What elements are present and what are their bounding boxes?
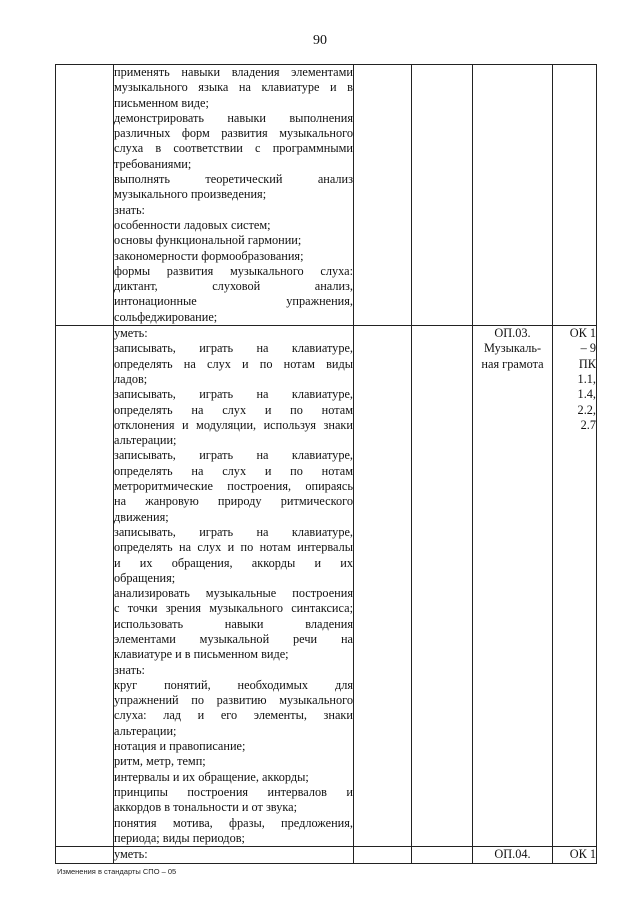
- skills-line: аккордов в тональности и от звука;: [114, 800, 297, 815]
- skills-line: основы функциональной гармонии;: [114, 233, 302, 248]
- skills-line: знать:: [114, 202, 145, 217]
- skills-line: диктант, слуховой анализ,: [114, 279, 353, 294]
- skills-line: использовать навыки владения: [114, 616, 353, 631]
- skills-line: формы развития музыкального слуха:: [114, 263, 353, 278]
- skills-line: метроритмические построения, опираясь: [114, 479, 353, 494]
- skills-line: уметь:: [114, 326, 148, 341]
- skills-line: требованиями;: [114, 156, 192, 171]
- skills-line: слуха в соответствии с программными: [114, 141, 353, 156]
- skills-line: принципы построения интервалов и: [114, 784, 353, 799]
- page-number: 90: [313, 33, 327, 48]
- skills-line: понятия мотива, фразы, предложения,: [114, 815, 353, 830]
- discipline-code-cell: [473, 65, 553, 326]
- skills-line: интонационные упражнения,: [114, 294, 353, 309]
- competency-table: [55, 64, 597, 864]
- competency-line: ОК 1: [569, 847, 596, 862]
- skills-line: обращения;: [114, 570, 176, 585]
- discipline-code-line: ОП.03.: [494, 326, 531, 341]
- skills-line: записывать, играть на клавиатуре,: [114, 341, 353, 356]
- competencies-cell: [553, 326, 597, 847]
- hours-required-cell: [412, 326, 473, 847]
- skills-line: особенности ладовых систем;: [114, 217, 271, 232]
- competency-line: – 9: [580, 341, 596, 356]
- skills-line: на жанровую природу ритмического: [114, 494, 353, 509]
- table-row: [56, 326, 597, 847]
- skills-line: альтерации;: [114, 723, 177, 738]
- competency-line: 2.7: [580, 417, 596, 432]
- skills-line: записывать, играть на клавиатуре,: [114, 448, 353, 463]
- skills-line: различных форм развития музыкального: [114, 126, 353, 141]
- skills-line: сольфеджирование;: [114, 309, 218, 324]
- skills-line: периода; виды периодов;: [114, 830, 245, 845]
- skills-line: анализировать музыкальные построения: [114, 586, 353, 601]
- skills-knowledge-cell: [114, 65, 354, 326]
- skills-line: ладов;: [114, 371, 148, 386]
- skills-line: с точки зрения музыкального синтаксиса;: [114, 601, 353, 616]
- skills-line: элементами музыкальной речи на: [114, 631, 353, 646]
- skills-line: демонстрировать навыки выполнения: [114, 110, 353, 125]
- skills-line: музыкального произведения;: [114, 187, 267, 202]
- skills-line: музыкального языка на клавиатуре и в: [114, 80, 353, 95]
- skills-line: письменном виде;: [114, 95, 209, 110]
- skills-line: клавиатуре и в письменном виде;: [114, 647, 289, 662]
- index-cell: [56, 847, 114, 864]
- skills-line: упражнений по развитию музыкального: [114, 693, 353, 708]
- skills-line: определять на слух и по нотам: [114, 463, 353, 478]
- skills-line: применять навыки владения элементами: [114, 65, 353, 79]
- competency-line: 2.2,: [577, 402, 596, 417]
- competencies-cell: [553, 847, 597, 864]
- skills-knowledge-cell: [114, 847, 354, 864]
- index-cell: [56, 65, 114, 326]
- competency-line: 1.1,: [577, 371, 596, 386]
- skills-line: записывать, играть на клавиатуре,: [114, 387, 353, 402]
- hours-required-cell: [412, 847, 473, 864]
- competencies-cell: [553, 65, 597, 326]
- skills-line: нотация и правописание;: [114, 739, 246, 754]
- skills-line: интервалы и их обращение, аккорды;: [114, 769, 309, 784]
- discipline-code-line: ОП.04.: [494, 847, 531, 862]
- skills-knowledge-cell: [114, 326, 354, 847]
- hours-max-cell: [354, 65, 412, 326]
- skills-line: определять на слух и по нотам виды: [114, 356, 353, 371]
- table-row: [56, 847, 597, 864]
- table-row: [56, 65, 597, 326]
- skills-line: альтерации;: [114, 433, 177, 448]
- skills-line: круг понятий, необходимых для: [114, 677, 353, 692]
- discipline-code-cell: [473, 326, 553, 847]
- skills-line: слуха: лад и его элементы, знаки: [114, 708, 353, 723]
- hours-max-cell: [354, 326, 412, 847]
- skills-line: определять на слух и по нотам: [114, 402, 353, 417]
- skills-line: закономерности формообразования;: [114, 248, 304, 263]
- skills-line: движения;: [114, 509, 169, 524]
- skills-line: отклонения и модуляции, используя знаки: [114, 417, 353, 432]
- discipline-code-line: Музыкаль-: [483, 341, 542, 356]
- competency-line: 1.4,: [577, 387, 596, 402]
- footer-note: Изменения в стандарты СПО – 05: [57, 867, 177, 876]
- competency-line: ПК: [578, 356, 596, 371]
- discipline-code-line: ная грамота: [481, 356, 544, 371]
- competency-line: ОК 1: [569, 326, 596, 341]
- skills-line: определять на слух и по нотам интервалы: [114, 540, 353, 555]
- skills-line: записывать, играть на клавиатуре,: [114, 524, 353, 539]
- discipline-code-cell: [473, 847, 553, 864]
- skills-line: знать:: [114, 662, 145, 677]
- index-cell: [56, 326, 114, 847]
- skills-line: выполнять теоретический анализ: [114, 172, 353, 187]
- hours-required-cell: [412, 65, 473, 326]
- skills-line: уметь:: [114, 847, 148, 862]
- skills-line: ритм, метр, темп;: [114, 754, 206, 769]
- skills-line: и их обращения, аккорды и их: [114, 555, 353, 570]
- hours-max-cell: [354, 847, 412, 864]
